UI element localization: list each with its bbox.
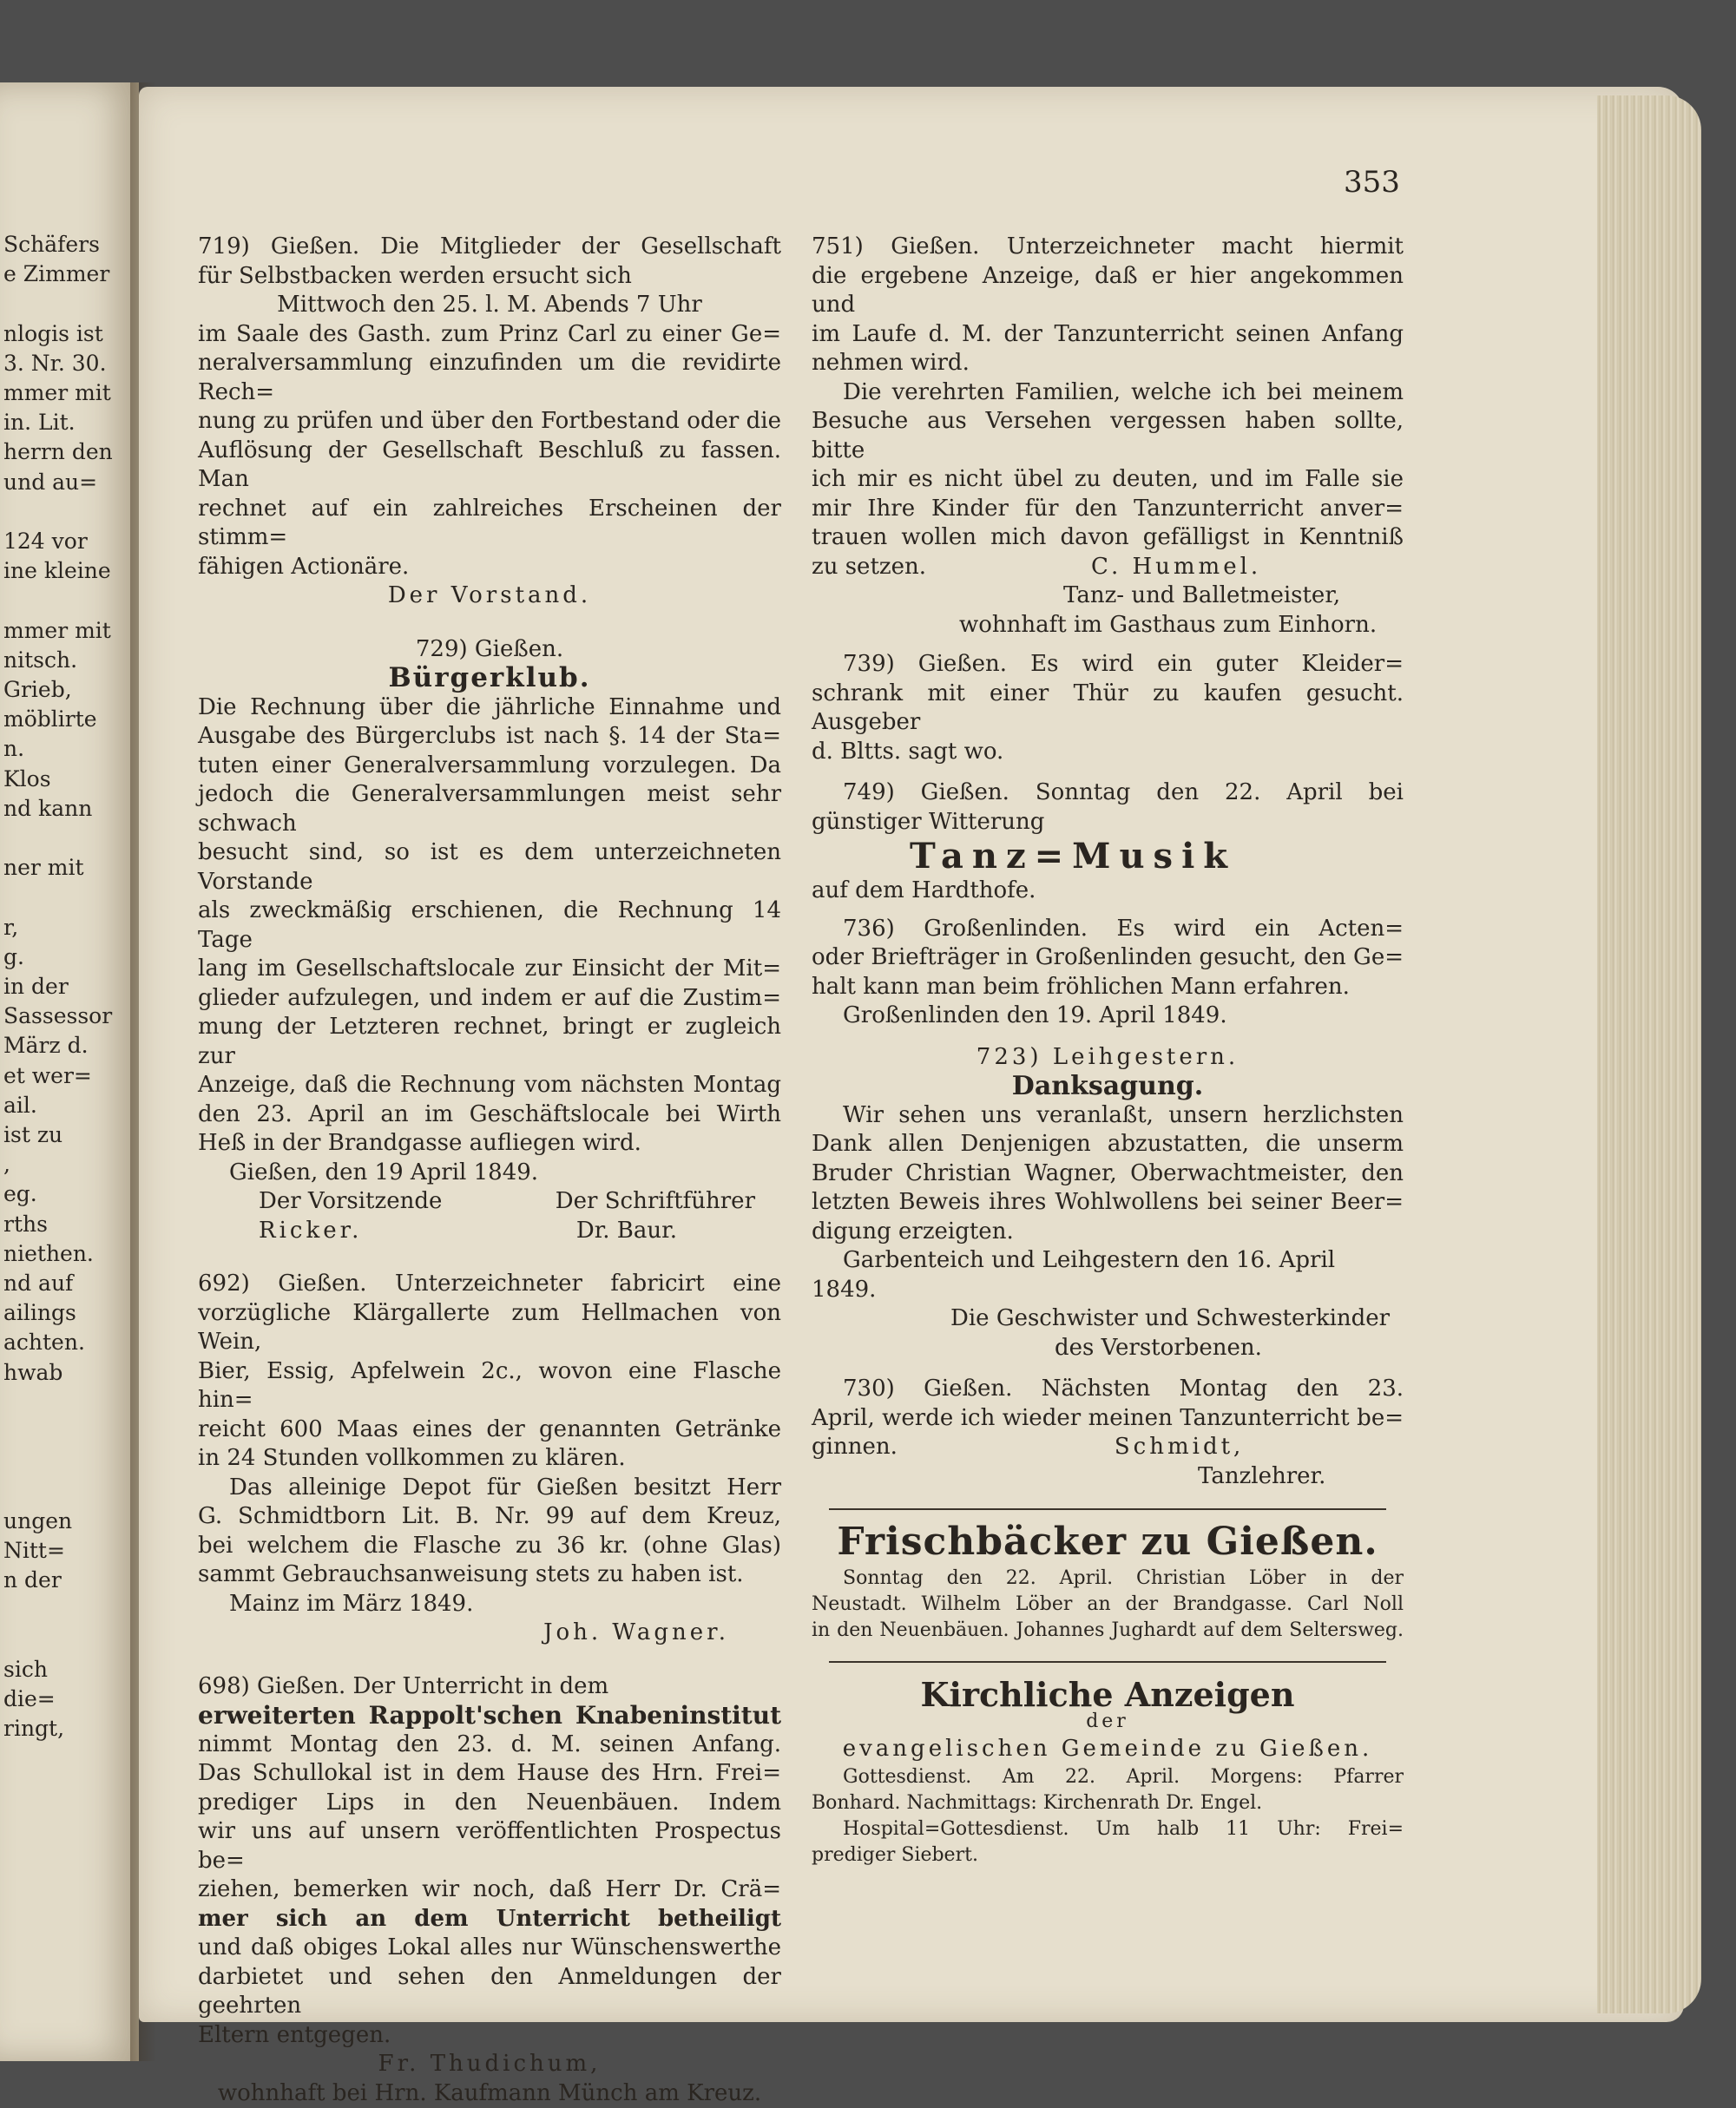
signature-row [198, 1217, 781, 1246]
ad-title: Tanz=Musik [812, 837, 1404, 877]
signature-sub: Tanzlehrer. [812, 1462, 1404, 1492]
left-page-fragment: nitsch. [3, 646, 99, 675]
text-line: als zweckmäßig erschienen, die Rechnung 14 Tage [198, 896, 781, 955]
ad-698 [198, 1672, 781, 2108]
text-line: 719) Gießen. Die Mitglieder der Gesellschaft [198, 233, 781, 262]
text-line: für Selbstbacken werden ersucht sich [198, 262, 781, 292]
text-line: ginnen. [812, 1433, 898, 1462]
text-line: tuten einer Generalversammlung vorzulegen. Da [198, 752, 781, 781]
text-line: im Saale des Gasth. zum Prinz Carl zu einer Ge= [198, 320, 781, 350]
text-line: wir uns auf unsern veröffentlichten Prospectus be= [198, 1817, 781, 1875]
text-line: fähigen Actionäre. [198, 553, 781, 582]
text-line: oder Briefträger in Großenlinden gesucht, den Ge= [812, 943, 1404, 973]
text-line: d. Bltts. sagt wo. [812, 738, 1404, 767]
ad-header: 729) Gießen. [198, 635, 781, 665]
text-line: 751) Gießen. Unterzeichneter macht hiermit [812, 233, 1404, 262]
left-page-fragment: n der [3, 1566, 99, 1595]
left-page-fragment: Grieb, [3, 675, 99, 705]
text-line: 730) Gießen. Nächsten Montag den 23. [812, 1375, 1404, 1404]
text-line: Großenlinden den 19. April 1849. [812, 1001, 1404, 1031]
left-page-fragment: und au= [3, 468, 99, 497]
section-title: Kirchliche Anzeigen [812, 1680, 1404, 1710]
text-line: ich mir es nicht übel zu deuten, und im Falle sie [812, 465, 1404, 495]
text-line: Bruder Christian Wagner, Oberwachtmeister, den [812, 1159, 1404, 1189]
bold-line: erweiterten Rappolt'schen Knabeninstitut [198, 1701, 781, 1730]
text-line: Neustadt. Wilhelm Löber an der Brandgasse. Carl Noll [812, 1592, 1404, 1618]
ad-729 [198, 635, 781, 1246]
text-line: prediger Lips in den Neuenbäuen. Indem [198, 1789, 781, 1818]
left-page-fragment: nd auf [3, 1269, 99, 1298]
text-line: neralversammlung einzufinden um die revidirte Rech= [198, 349, 781, 407]
text-line: Besuche aus Versehen vergessen haben sollte, bitte [812, 407, 1404, 465]
left-page-fragment: , [3, 1150, 99, 1179]
left-page-fragment: herrn den [3, 437, 99, 467]
text-line: Eltern entgegen. [198, 2021, 781, 2051]
text-line: Bier, Essig, Apfelwein 2c., wovon eine Flasche hin= [198, 1357, 781, 1415]
ad-719 [198, 233, 781, 611]
ad-736 [812, 915, 1404, 1031]
text-line: schrank mit einer Thür zu kaufen gesucht. Ausgeber [812, 680, 1404, 738]
text-line: letzten Beweis ihres Wohlwollens bei seiner Beer= [812, 1188, 1404, 1218]
closing-line [812, 1433, 1404, 1462]
signature-name: Dr. Baur. [576, 1217, 677, 1246]
signature-sub: Tanz- und Balletmeister, [812, 581, 1404, 611]
text-line: digung erzeigten. [812, 1218, 1404, 1247]
text-line: April, werde ich wieder meinen Tanzunterricht be= [812, 1404, 1404, 1434]
section-sub: der [812, 1709, 1404, 1735]
text-line: vorzügliche Klärgallerte zum Hellmachen von Wein, [198, 1299, 781, 1357]
text-line: 739) Gießen. Es wird ein guter Kleider= [812, 650, 1404, 680]
ad-692 [198, 1270, 781, 1648]
ad-730 [812, 1375, 1404, 1491]
text-line: 749) Gießen. Sonntag den 22. April bei [812, 778, 1404, 808]
left-page-fragment: rths [3, 1210, 99, 1239]
left-page-fragment: möblirte [3, 705, 99, 734]
text-line: und daß obiges Lokal alles nur Wünschenswerthe [198, 1934, 781, 1963]
signature: Die Geschwister und Schwesterkinder [812, 1304, 1404, 1334]
text-line: Wir sehen uns veranlaßt, unsern herzlichsten [812, 1101, 1404, 1131]
text-line: Die Rechnung über die jährliche Einnahme und [198, 693, 781, 723]
left-page-fragment: Schäfers [3, 230, 99, 259]
text-line: Ausgabe des Bürgerclubs ist nach §. 14 der Sta= [198, 722, 781, 752]
text-line: mung der Letzteren rechnet, bringt er zugleich zur [198, 1013, 781, 1071]
ad-739 [812, 650, 1404, 766]
section-title: Frischbäcker zu Gießen. [812, 1527, 1404, 1557]
left-page-fragment: ailings [3, 1298, 99, 1328]
text-line: glieder aufzulegen, und indem er auf die Zustim= [198, 984, 781, 1014]
text-line: Auflösung der Gesellschaft Beschluß zu fassen. Man [198, 437, 781, 495]
text-line: prediger Siebert. [812, 1842, 1404, 1868]
text-line: rechnet auf ein zahlreiches Erscheinen der stimm= [198, 495, 781, 553]
ad-751 [812, 233, 1404, 640]
left-page-fragment: in der [3, 972, 99, 1001]
text-line: darbietet und sehen den Anmeldungen der geehrten [198, 1963, 781, 2021]
signature: Der Vorstand. [198, 581, 781, 611]
text-line: reicht 600 Maas eines der genannten Getränke [198, 1415, 781, 1445]
text-line: nung zu prüfen und über den Fortbestand oder die [198, 407, 781, 437]
page-number: 353 [1344, 165, 1400, 200]
signature-sub: wohnhaft bei Hrn. Kaufmann Münch am Kreuz. [198, 2079, 781, 2108]
text-line: im Laufe d. M. der Tanzunterricht seinen Anfang [812, 320, 1404, 350]
left-column [198, 233, 781, 2108]
left-page-fragment: Klos [3, 765, 99, 794]
left-page [0, 82, 139, 2061]
text-line: Mittwoch den 25. l. M. Abends 7 Uhr [198, 291, 781, 320]
text-line: besucht sind, so ist es dem unterzeichneten Vorstande [198, 838, 781, 896]
text-line: günstiger Witterung [812, 808, 1404, 837]
signature-title: Der Vorsitzende [259, 1187, 442, 1217]
left-page-fragment: ail. [3, 1091, 99, 1120]
ad-749 [812, 778, 1404, 906]
signature: Fr. Thudichum, [198, 2050, 781, 2079]
text-line: Das alleinige Depot für Gießen besitzt Herr [198, 1474, 781, 1503]
text-line: den 23. April an im Geschäftslocale bei Wirth [198, 1100, 781, 1130]
left-page-fragment: 124 vor [3, 527, 99, 556]
left-page-fragment: ist zu [3, 1120, 99, 1150]
left-page-fragment: ner mit [3, 853, 99, 883]
signature: C. Hummel. [1091, 553, 1261, 582]
text-line: in den Neuenbäuen. Johannes Jughardt auf dem Seltersweg. [812, 1618, 1404, 1644]
left-page-fragment: mmer mit [3, 378, 99, 408]
left-page-fragment: achten. [3, 1328, 99, 1357]
left-page-fragment: 3. Nr. 30. [3, 349, 99, 378]
ad-title: Danksagung. [812, 1072, 1404, 1101]
divider [829, 1661, 1386, 1663]
left-page-fragment: in. Lit. [3, 408, 99, 437]
text-line: Hospital=Gottesdienst. Um halb 11 Uhr: Frei= [812, 1816, 1404, 1842]
signature: Joh. Wagner. [198, 1619, 781, 1648]
text-line: halt kann man beim fröhlichen Mann erfahren. [812, 973, 1404, 1002]
text-line: die ergebene Anzeige, daß er hier angekommen und [812, 262, 1404, 320]
section-sub: evangelischen Gemeinde zu Gießen. [812, 1735, 1404, 1764]
left-page-fragment: g. [3, 942, 99, 972]
text-line: lang im Gesellschaftslocale zur Einsicht der Mit= [198, 955, 781, 984]
left-page-fragment: hwab [3, 1358, 99, 1388]
page-edges [1597, 95, 1701, 2013]
signature: des Verstorbenen. [812, 1334, 1404, 1363]
text-line: zu setzen. [812, 553, 926, 582]
signature: Schmidt, [1115, 1433, 1244, 1462]
left-page-fragment: ine kleine [3, 556, 99, 586]
text-line: 736) Großenlinden. Es wird ein Acten= [812, 915, 1404, 944]
text-line: 692) Gießen. Unterzeichneter fabricirt eine [198, 1270, 781, 1299]
left-page-fragment: niethen. [3, 1239, 99, 1269]
left-page-fragment: nd kann [3, 794, 99, 824]
left-page-fragment: Nitt= [3, 1536, 99, 1566]
text-line: Garbenteich und Leihgestern den 16. April 1849. [812, 1246, 1404, 1304]
signature-title: Der Schriftführer [556, 1187, 755, 1217]
text-line: Die verehrten Familien, welche ich bei meinem [812, 378, 1404, 408]
text-line: auf dem Hardthofe. [812, 877, 1404, 906]
divider [829, 1508, 1386, 1510]
text-line: Gottesdienst. Am 22. April. Morgens: Pfarrer [812, 1764, 1404, 1790]
text-line: Heß in der Brandgasse aufliegen wird. [198, 1129, 781, 1159]
text-line: Sonntag den 22. April. Christian Löber in der [812, 1566, 1404, 1592]
text-line: Das Schullokal ist in dem Hause des Hrn. Frei= [198, 1759, 781, 1789]
signature-name: Ricker. [259, 1217, 362, 1246]
signature-row [198, 1187, 781, 1217]
left-page-fragment: die= [3, 1684, 99, 1714]
text-line: Bonhard. Nachmittags: Kirchenrath Dr. Engel. [812, 1790, 1404, 1816]
date-line: Gießen, den 19 April 1849. [198, 1159, 781, 1188]
left-page-fragment: r, [3, 913, 99, 942]
text-line: jedoch die Generalversammlungen meist sehr schwach [198, 780, 781, 838]
text-line: mer sich an dem Unterricht betheiligt [198, 1905, 781, 1934]
closing-line [812, 553, 1404, 582]
text-line: G. Schmidtborn Lit. B. Nr. 99 auf dem Kreuz, [198, 1502, 781, 1532]
left-page-fragment: März d. [3, 1031, 99, 1061]
left-page-fragment: Sassessor [3, 1001, 99, 1031]
left-page-fragment: mmer mit [3, 616, 99, 646]
ad-header: 723) Leihgestern. [812, 1043, 1404, 1073]
ad-723 [812, 1043, 1404, 1363]
left-page-fragment: e Zimmer [3, 259, 99, 289]
left-page-fragment: n. [3, 734, 99, 764]
text-line: ziehen, bemerken wir noch, daß Herr Dr. Crä= [198, 1875, 781, 1905]
signature-sub: wohnhaft im Gasthaus zum Einhorn. [812, 611, 1404, 640]
text-line: nimmt Montag den 23. d. M. seinen Anfang. [198, 1730, 781, 1760]
left-page-fragment: ringt, [3, 1714, 99, 1744]
text-line: bei welchem die Flasche zu 36 kr. (ohne Glas) [198, 1532, 781, 1561]
left-page-fragment: eg. [3, 1179, 99, 1209]
text-line: 698) Gießen. Der Unterricht in dem [198, 1672, 781, 1702]
text-line: sammt Gebrauchsanweisung stets zu haben ist. [198, 1560, 781, 1590]
text-line: trauen wollen mich davon gefälligst in Kenntniß [812, 523, 1404, 553]
right-column [812, 233, 1404, 1868]
text-line: mir Ihre Kinder für den Tanzunterricht anver= [812, 495, 1404, 524]
text-line: Mainz im März 1849. [198, 1590, 781, 1619]
text-line: Dank allen Denjenigen abzustatten, die unserm [812, 1130, 1404, 1159]
text-line: Anzeige, daß die Rechnung vom nächsten Montag [198, 1071, 781, 1100]
bakers-section [812, 1527, 1404, 1644]
left-page-fragment: nlogis ist [3, 319, 99, 349]
ad-title: Bürgerklub. [198, 664, 781, 693]
left-page-fragment: ungen [3, 1507, 99, 1536]
church-section [812, 1680, 1404, 1868]
text-line: nehmen wird. [812, 349, 1404, 378]
left-page-fragment: et wer= [3, 1061, 99, 1091]
left-page-fragment: sich [3, 1655, 99, 1684]
text-line: in 24 Stunden vollkommen zu klären. [198, 1444, 781, 1474]
